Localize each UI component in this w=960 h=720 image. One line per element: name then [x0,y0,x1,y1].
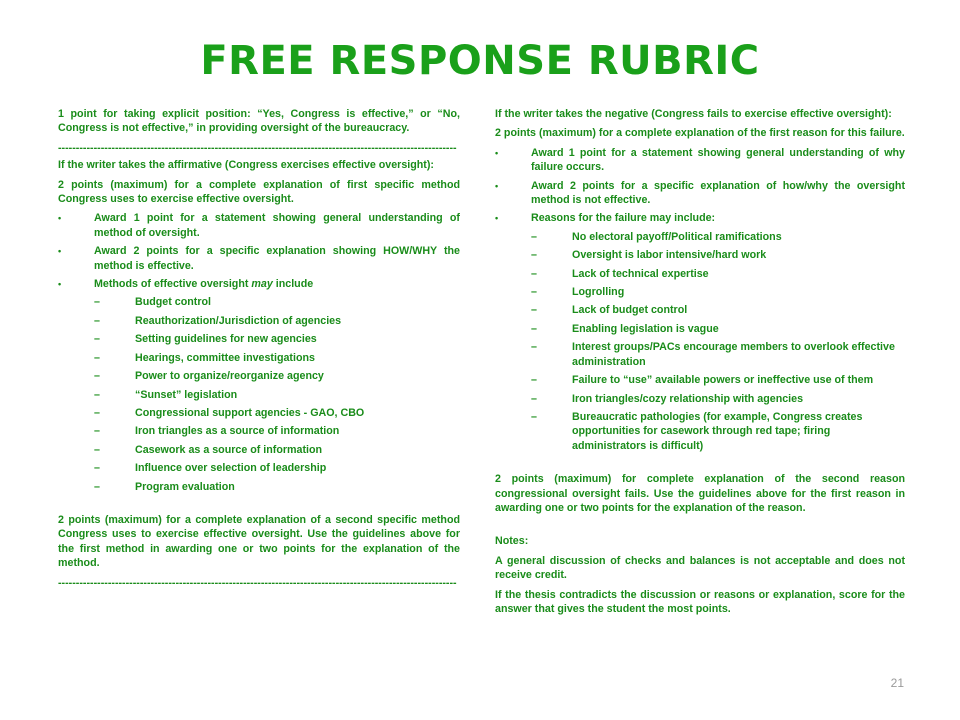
second-reason-text: 2 points (maximum) for complete explanation of the second reason congressional oversight fails. Use the guidelines above for the first reason in awarding one or two points for the explanation of the reason. [495,473,905,514]
note-checks-balances: A general discussion of checks and balances is not acceptable and does not receive credit. [495,554,905,582]
left-column [58,107,460,593]
method-item: – Congressional support agencies - GAO, CBO [94,406,460,420]
award-1-point-bullet: • Award 1 point for a statement showing general understanding of why failure occurs. [495,146,905,175]
reason-item: – Lack of budget control [531,303,905,317]
separator-line: ---------------------------------------------------------------------------------------------------------------- [58,576,457,589]
reason-item: – Oversight is labor intensive/hard work [531,248,905,262]
affirmative-heading: If the writer takes the affirmative (Congress exercises effective oversight): [58,159,434,172]
separator-line: ---------------------------------------------------------------------------------------------------------------- [58,141,457,154]
negative-bullet-list [495,146,905,453]
award-1-point-bullet: • Award 1 point for a statement showing general understanding of method of oversight. [58,211,460,240]
method-item: – Hearings, committee investigations [94,351,460,365]
page-number: 21 [890,676,904,690]
second-method-text: 2 points (maximum) for a complete explanation of a second specific method Congress uses to exercise effective oversight. Use the guidelines above for the first method in awarding one or two points for the explanation of the method. [58,513,460,570]
position-point-text: 1 point for taking explicit position: “Yes, Congress is effective,” or “No, Congress is not effective,” in providing oversight of the bureaucracy. [58,108,460,135]
first-method-text: 2 points (maximum) for a complete explanation of first specific method Congress uses to exercise effective oversight. [58,178,460,206]
reason-item: – Bureaucratic pathologies (for example, Congress creates opportunities for casework through red tape; firing administrators is difficult) [531,410,905,453]
affirmative-bullet-list [58,211,460,494]
method-item: – Program evaluation [94,480,460,494]
right-column [495,107,905,621]
reason-item: – Enabling legislation is vague [531,322,905,336]
methods-may: may [251,278,273,291]
reason-item: – Lack of technical expertise [531,267,905,281]
reason-item: – No electoral payoff/Political ramifications [531,230,905,244]
methods-prefix: Methods of effective oversight [94,278,252,291]
reasons-intro: Reasons for the failure may include: [531,212,716,225]
method-item: – Setting guidelines for new agencies [94,332,460,346]
reasons-list [531,230,905,453]
method-item: – Budget control [94,295,460,309]
method-item: – Casework as a source of information [94,443,460,457]
method-item: – Power to organize/reorganize agency [94,369,460,383]
method-item: – “Sunset” legislation [94,388,460,402]
methods-bullet [58,277,460,494]
spacer [58,499,460,513]
spacer [495,520,905,534]
negative-heading: If the writer takes the negative (Congress fails to exercise effective oversight): [495,108,892,120]
method-item: – Influence over selection of leadership [94,461,460,475]
reasons-bullet [495,211,905,453]
spacer [495,458,905,472]
note-thesis-contradicts: If the thesis contradicts the discussion or reasons or explanation, score for the answer that gives the student the most points. [495,588,905,615]
award-2-points-bullet: • Award 2 points for a specific explanation showing HOW/WHY the method is effective. [58,244,460,273]
reason-item: – Failure to “use” available powers or ineffective use of them [531,373,905,387]
method-item: – Iron triangles as a source of information [94,424,460,438]
notes-heading: Notes: [495,535,529,548]
methods-list [94,295,460,493]
slide-title: FREE RESPONSE RUBRIC [200,38,760,84]
methods-suffix: include [272,278,314,291]
method-item: – Reauthorization/Jurisdiction of agencies [94,314,460,328]
award-2-points-bullet: • Award 2 points for a specific explanation of how/why the oversight method is not effective. [495,179,905,208]
reason-item: – Iron triangles/cozy relationship with agencies [531,392,905,406]
reason-item: – Interest groups/PACs encourage members to overlook effective administration [531,340,905,369]
first-reason-text: 2 points (maximum) for a complete explanation of the first reason for this failure. [495,127,905,140]
reason-item: – Logrolling [531,285,905,299]
